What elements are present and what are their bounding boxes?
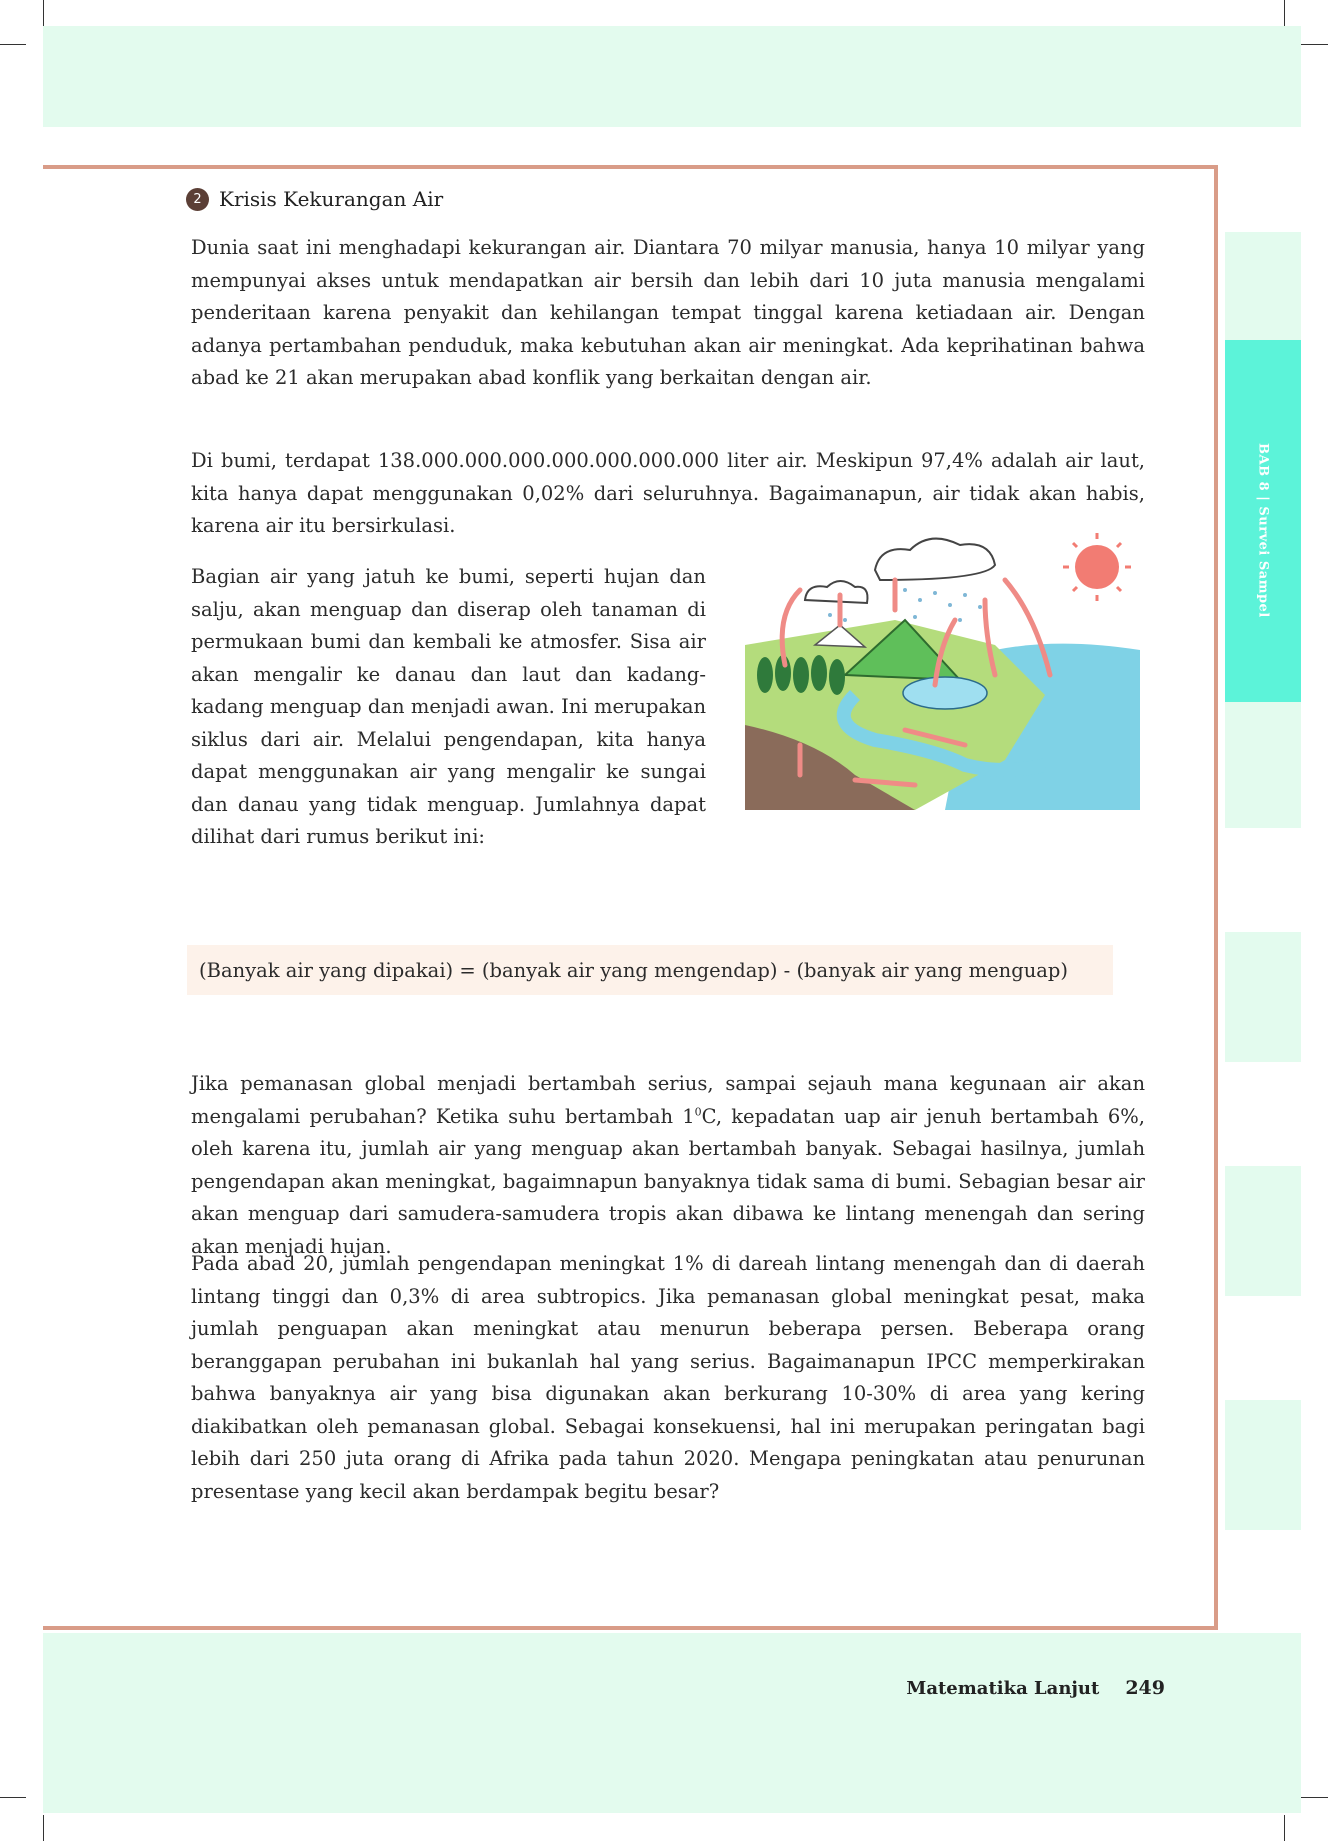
section-heading — [186, 187, 443, 211]
crop-mark — [43, 0, 44, 26]
crop-mark — [43, 1815, 44, 1841]
paragraph-text: Jika pemanasan global menjadi bertambah serius, sampai sejauh mana kegunaan air akan mengalami perubahan? Ketika suhu bertambah 1 — [191, 1072, 1145, 1128]
crop-mark — [0, 1797, 26, 1798]
crop-mark — [1300, 1797, 1328, 1798]
page-footer — [906, 1677, 1165, 1699]
crop-mark — [1284, 0, 1285, 26]
water-cycle-illustration — [745, 525, 1140, 810]
paragraph — [191, 1068, 1145, 1263]
paragraph: Bagian air yang jatuh ke bumi, seperti hujan dan salju, akan menguap dan diserap oleh tanaman di permukaan bumi dan kembali ke atmosfer. Sisa air akan mengalir ke danau dan laut dan kadang-kadang menguap dan menjadi awan. Ini merupakan siklus dari air. Melalui pengendapan, kita hanya dapat menggunakan air yang mengalir ke sungai dan danau yang tidak menguap. Jumlahnya dapat dilihat dari rumus berikut ini: — [191, 565, 706, 848]
crop-mark — [1300, 44, 1328, 45]
paragraph: Pada abad 20, jumlah pengendapan meningkat 1% di dareah lintang menengah dan di daerah lintang tinggi dan 0,3% di area subtropics. Jika pemanasan global meningkat pesat, maka jumlah penguapan akan meningkat atau menurun beberapa persen. Beberapa orang beranggapan perubahan ini bukanlah hal yang serius. Bagaimanapun IPCC memperkirakan bahwa banyaknya air yang bisa digunakan akan berkurang 10-30% di area yang kering diakibatkan oleh pemanasan global. Sebagai konsekuensi, hal ini merupakan peringatan bagi lebih dari 250 juta orang di Afrika pada tahun 2020. Mengapa peningkatan atau penurunan presentase yang kecil akan berdampak begitu besar? — [191, 1252, 1145, 1503]
superscript: 0 — [694, 1105, 702, 1118]
footer-band — [43, 1633, 1301, 1813]
sun-shape — [1075, 545, 1119, 589]
paragraph: Dunia saat ini menghadapi kekurangan air. Diantara 70 milyar manusia, hanya 10 milyar yang mempunyai akses untuk mendapatkan air bersih dan lebih dari 10 juta manusia mengalami penderitaan karena penyakit dan kehilangan tempat tinggal karena ketiadaan air. Dengan adanya pertambahan penduduk, maka kebutuhan akan air meningkat. Ada keprihatinan bahwa abad ke 21 akan merupakan abad konflik yang berkaitan dengan air. — [191, 236, 1145, 389]
page-number: 249 — [1125, 1677, 1165, 1699]
cloud-shape — [875, 539, 995, 580]
paragraph-text: C, kepadatan uap air jenuh bertambah 6%, oleh karena itu, jumlah air yang menguap akan bertambah banyak. Sebagai hasilnya, jumlah pengendapan akan meningkat, bagaimnapun banyaknya tidak sama di bumi. Sebagian besar air akan menguap dari samudera-samudera tropis akan dibawa ke lintang menengah dan sering akan menjadi hujan. — [191, 1104, 1145, 1258]
section-number-badge: 2 — [186, 188, 209, 211]
book-title: Matematika Lanjut — [906, 1678, 1100, 1699]
cloud-shape — [805, 581, 868, 603]
section-title: Krisis Kekurangan Air — [219, 187, 444, 211]
paragraph: Di bumi, terdapat 138.000.000.000.000.000.000.000 liter air. Meskipun 97,4% adalah air laut, kita hanya dapat menggunakan 0,02% dari seluruhnya. Bagaimanapun, air tidak akan habis, karena air itu bersirkulasi. — [191, 449, 1145, 537]
side-tab — [1225, 1166, 1301, 1296]
crop-mark — [1284, 1815, 1285, 1841]
side-tab — [1225, 1400, 1301, 1530]
crop-mark — [0, 44, 26, 45]
side-tab — [1225, 932, 1301, 1062]
header-band — [43, 26, 1301, 127]
chapter-tab-label: BAB 8 | Survei Sampel — [1255, 442, 1271, 618]
formula-text: (Banyak air yang dipakai) = (banyak air yang mengendap) - (banyak air yang menguap) — [199, 958, 1068, 982]
lake-shape — [903, 677, 987, 709]
side-tab — [1225, 702, 1301, 828]
side-tab — [1225, 232, 1301, 340]
formula-box — [187, 945, 1113, 995]
